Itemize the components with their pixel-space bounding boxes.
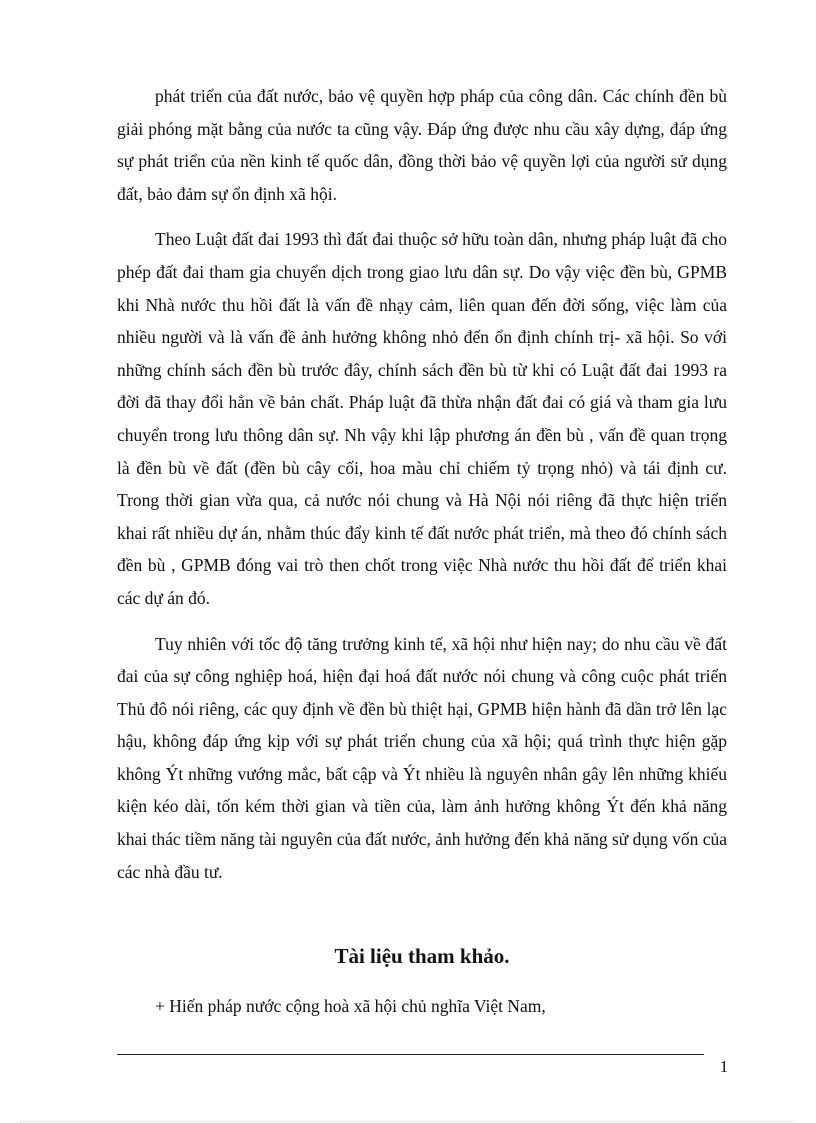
paragraph-2: Theo Luật đất đai 1993 thì đất đai thuộc sở hữu toàn dân, nhưng pháp luật đã cho phép đất đai tham gia chuyển dịch trong giao lưu dân sự. Do vậy việc đền bù, GPMB khi Nhà nước thu hồi đất là vấn đề nhạy cảm, liên quan đến đời sống, việc làm của nhiều người và là vấn đề ảnh hưởng không nhỏ đến ổn định chính trị- xã hội. So với những chính sách đền bù trước đây, chính sách đền bù từ khi có Luật đất đai 1993 ra đời đã thay đổi hẳn về bản chất. Pháp luật đã thừa nhận đất đai có giá và tham gia lưu chuyển trong lưu thông dân sự. Nh vậy khi lập phương án đền bù , vấn đề quan trọng là đền bù về đất (đền bù cây cối, hoa màu chỉ chiếm tỷ trọng nhỏ) và tái định cư. Trong thời gian vừa qua, cả nước nói chung và Hà Nội nói riêng đã thực hiện triển khai rất nhiều dự án, nhằm thúc đẩy kinh tế đất nước phát triển, mà theo đó chính sách đền bù , GPMB đóng vai trò then chốt trong việc Nhà nước thu hồi đất để triển khai các dự án đó. [117, 229, 727, 608]
page-number: 1 [719, 1057, 729, 1076]
reference-item-1: + Hiến pháp nước cộng hoà xã hội chủ nghĩa Việt Nam, [155, 996, 546, 1016]
references-heading: Tài liệu tham khảo. [334, 944, 510, 968]
body-text [117, 80, 727, 901]
footer-divider [117, 1054, 704, 1055]
paragraph-1: phát triển của đất nước, bảo vệ quyền hợp pháp của công dân. Các chính đền bù giải phóng mặt bằng của nước ta cũng vậy. Đáp ứng được nhu cầu xây dựng, đáp ứng sự phát triển của nền kinh tế quốc dân, đồng thời bảo vệ quyền lợi của người sử dụng đất, bảo đảm sự ổn định xã hội. [117, 86, 727, 204]
paragraph-3: Tuy nhiên với tốc độ tăng trưởng kinh tế, xã hội như hiện nay; do nhu cầu về đất đai của sự công nghiệp hoá, hiện đại hoá đất nước nói chung và công cuộc phát triển Thủ đô nói riêng, các quy định về đền bù thiệt hại, GPMB hiện hành đã dần trở lên lạc hậu, không đáp ứng kịp với sự phát triển chung của xã hội; quá trình thực hiện gặp không Ýt những vướng mắc, bất cập và Ýt nhiều là nguyên nhân gây lên những khiếu kiện kéo dài, tốn kém thời gian và tiền của, làm ảnh hưởng không Ýt đến khả năng khai thác tiềm năng tài nguyên của đất nước, ảnh hưởng đến khả năng sử dụng vốn của các nhà đầu tư. [117, 633, 727, 882]
page-bottom-edge [20, 1121, 796, 1122]
